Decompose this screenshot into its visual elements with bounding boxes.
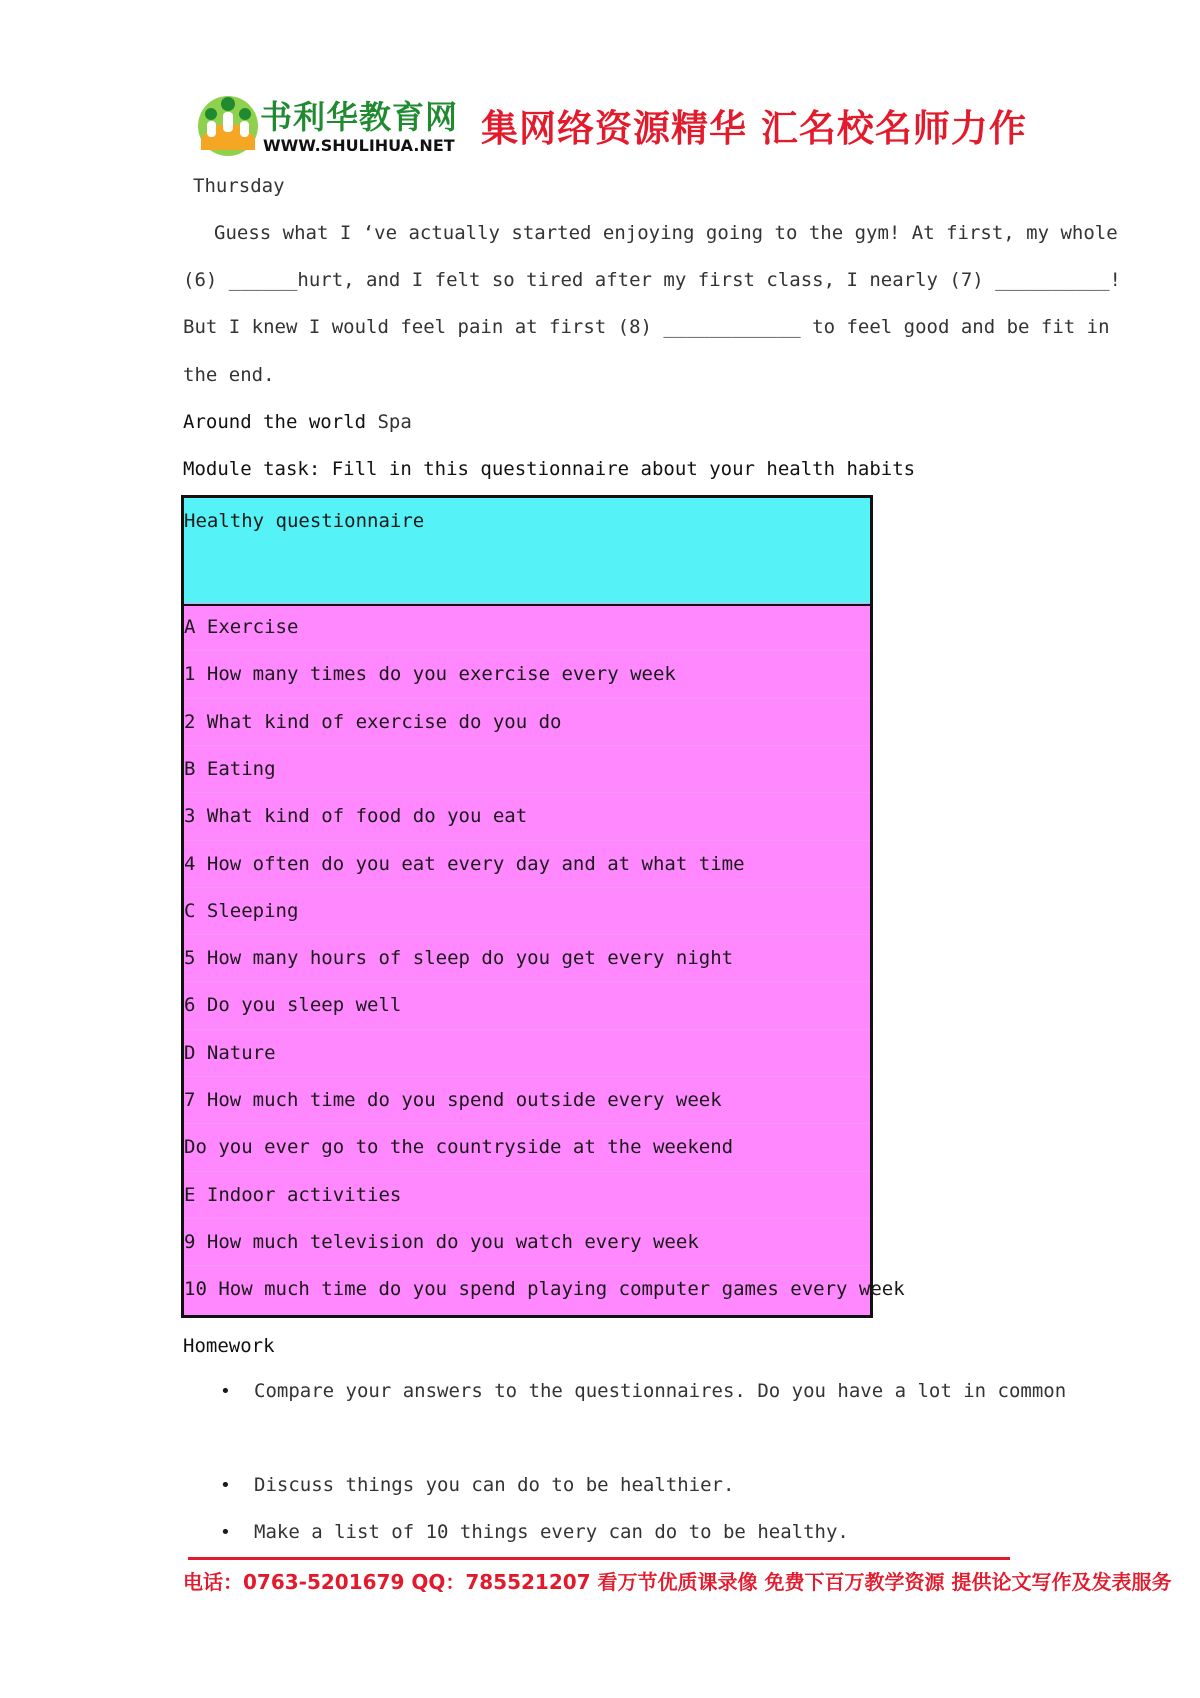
questionnaire-title: Healthy questionnaire xyxy=(184,510,425,532)
header-slogan: 集网络资源精华 汇名校名师力作 xyxy=(481,107,1027,150)
questionnaire-row: 3 What kind of food do you eat xyxy=(184,792,870,839)
header-banner xyxy=(183,86,1027,164)
questionnaire-row: 1 How many times do you exercise every week xyxy=(184,650,870,697)
questionnaire-header xyxy=(184,498,870,606)
questionnaire-row: E Indoor activities xyxy=(184,1171,870,1218)
questionnaire-row: Do you ever go to the countryside at the weekend xyxy=(184,1123,870,1170)
homework-item-3: Make a list of 10 things every can do to be healthy. xyxy=(254,1521,849,1543)
paragraph-line-2: (6) ______hurt, and I felt so tired after my first class, I nearly (7) __________! xyxy=(183,269,1121,291)
paragraph-line-1: Guess what I ‘ve actually started enjoying going to the gym! At first, my whole xyxy=(214,222,1118,244)
site-url: WWW.SHULIHUA.NET xyxy=(263,136,455,155)
questionnaire-row: 5 How many hours of sleep do you get every night xyxy=(184,934,870,981)
footer-divider xyxy=(188,1557,1010,1560)
day-label: Thursday xyxy=(193,175,285,197)
paragraph-line-4: the end. xyxy=(183,364,275,386)
homework-item-1: Compare your answers to the questionnaires. Do you have a lot in common xyxy=(254,1380,1067,1402)
homework-item-2: Discuss things you can do to be healthier. xyxy=(254,1474,735,1496)
bullet-dot: • xyxy=(220,1475,231,1496)
footer-contact: 电话：0763-5201679 QQ：785521207 看万节优质课录像 免费下百万教学资源 提供论文写作及发表服务 xyxy=(183,1570,1172,1594)
site-logo-text: 书利华教育网 xyxy=(260,98,459,136)
paragraph-line-3: But I knew I would feel pain at first (8) ____________ to feel good and be fit in xyxy=(183,316,1110,338)
questionnaire-row: A Exercise xyxy=(184,603,870,650)
questionnaire-row: 9 How much television do you watch every week xyxy=(184,1218,870,1265)
questionnaire-row: C Sleeping xyxy=(184,887,870,934)
bullet-dot: • xyxy=(220,1381,231,1402)
bullet-dot: • xyxy=(220,1522,231,1543)
questionnaire-row: B Eating xyxy=(184,745,870,792)
questionnaire-table xyxy=(181,495,905,1318)
questionnaire-row: 10 How much time do you spend playing computer games every week xyxy=(184,1265,870,1312)
people-logo-icon xyxy=(193,90,263,160)
around-bold: Around the world xyxy=(183,411,367,433)
questionnaire-row: 7 How much time do you spend outside every week xyxy=(184,1076,870,1123)
around-the-world-heading xyxy=(183,411,412,433)
questionnaire-row: 4 How often do you eat every day and at what time xyxy=(184,840,870,887)
questionnaire-row: 6 Do you sleep well xyxy=(184,981,870,1028)
homework-title: Homework xyxy=(183,1335,275,1357)
questionnaire-row: D Nature xyxy=(184,1029,870,1076)
questionnaire-row: 2 What kind of exercise do you do xyxy=(184,698,870,745)
around-rest: Spa xyxy=(377,411,412,433)
module-task: Module task: Fill in this questionnaire about your health habits xyxy=(183,458,916,480)
